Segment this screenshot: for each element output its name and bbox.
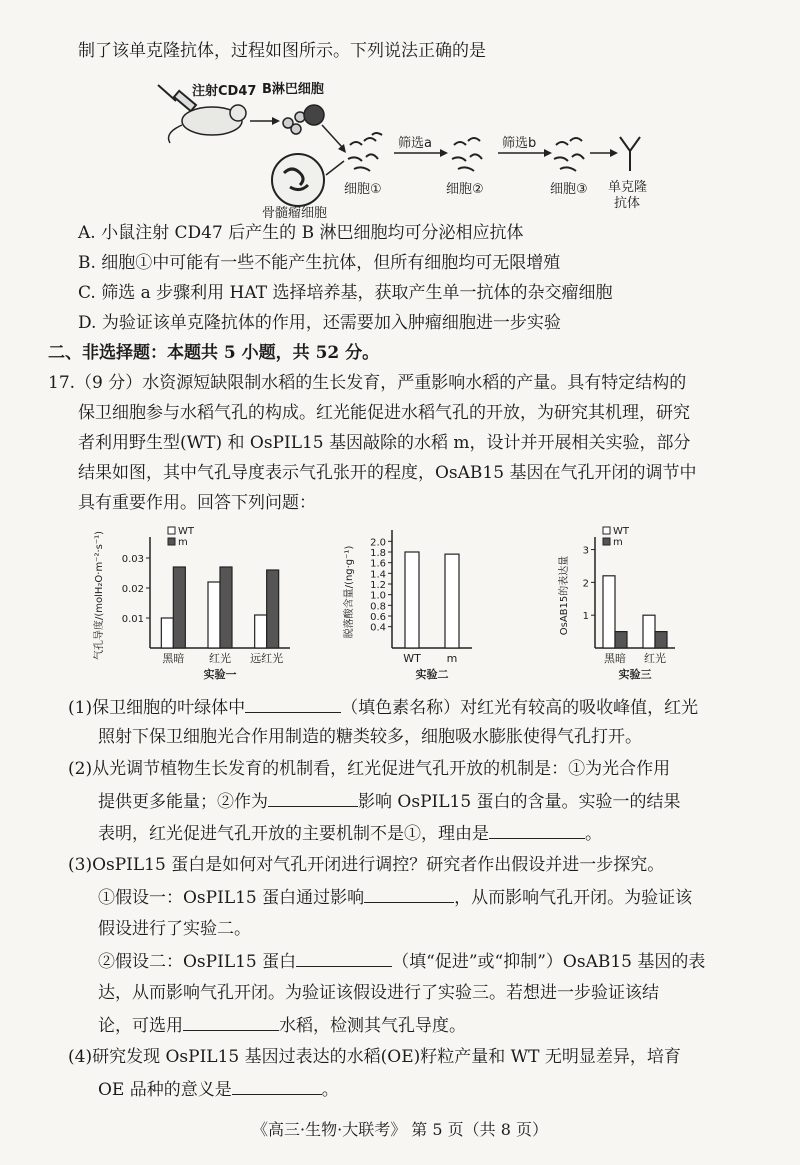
x-tick-label: WT — [403, 652, 421, 665]
bar-m-黑暗 — [615, 632, 627, 648]
chart-title: 实验二 — [415, 668, 449, 681]
section-heading: 二、非选择题：本题共 5 小题，共 52 分。 — [48, 343, 380, 363]
sub3-c: ，从而影响气孔开闭。为验证该 — [454, 888, 693, 908]
y-tick-label: 2 — [582, 578, 589, 590]
y-tick-label: 2.0 — [370, 537, 386, 549]
sub3-f: （填“促进”或“抑制”）OsAB15 基因的表 — [392, 952, 706, 972]
answer-blank-pigment[interactable] — [245, 696, 341, 713]
legend-swatch — [603, 527, 610, 534]
bar-m-黑暗 — [173, 567, 185, 648]
sub3-b: ①假设一：OsPIL15 蛋白通过影响 — [98, 888, 365, 908]
cell2-label: 细胞② — [446, 182, 484, 197]
y-tick-label: 1 — [582, 611, 589, 623]
bar-value-m — [445, 554, 459, 648]
sub3-line2 — [98, 886, 692, 909]
antibody-label-2: 抗体 — [614, 196, 641, 211]
sub3-a: (3)OsPIL15 蛋白是如何对气孔开闭进行调控？研究者作出假设并进一步探究。 — [68, 855, 665, 875]
x-tick-label: 黑暗 — [604, 652, 626, 665]
answer-blank-rice-type[interactable] — [183, 1014, 279, 1031]
q17-line1: 17.（9 分）水资源短缺限制水稻的生长发育，严重影响水稻的产量。具有特定结构的 — [48, 373, 687, 393]
screen-b-label: 筛选b — [502, 136, 537, 151]
sub3-line4 — [98, 950, 705, 973]
y-tick-label: 1.8 — [370, 548, 386, 559]
sub2-b: 提供更多能量；②作为 — [98, 792, 268, 812]
y-tick-label: 0.02 — [121, 584, 144, 595]
legend-swatch — [603, 538, 610, 545]
answer-blank-promote-inhibit[interactable] — [296, 950, 392, 967]
antibody-process-diagram — [150, 75, 680, 220]
legend-label: WT — [178, 526, 194, 537]
cell3-label: 细胞③ — [550, 182, 588, 197]
bar-WT-红光 — [643, 615, 655, 648]
sub3-h: 论，可选用 — [98, 1016, 183, 1036]
legend-swatch — [168, 538, 175, 545]
mouse-icon — [169, 105, 247, 143]
y-tick-label: 1.6 — [370, 558, 386, 570]
intro-line: 制了该单克隆抗体，过程如图所示。下列说法正确的是 — [78, 41, 486, 61]
option-d: D. 为验证该单克隆抗体的作用，还需要加入肿瘤细胞进一步实验 — [78, 313, 561, 333]
legend-label: m — [178, 537, 188, 548]
y-tick-label: 1.0 — [370, 590, 386, 602]
y-tick-label: 0.4 — [370, 622, 386, 634]
bar-WT-黑暗 — [603, 576, 615, 648]
x-tick-label: m — [446, 652, 458, 665]
syringe-icon — [158, 85, 196, 111]
y-tick-label: 1.2 — [370, 580, 386, 591]
y-tick-label: 0.01 — [121, 614, 144, 625]
sub1-b: （填色素名称）对红光有较高的吸收峰值，红光 — [341, 698, 699, 718]
sub3-line6 — [98, 1014, 466, 1037]
sub2-d: 表明，红光促进气孔开放的主要机制不是①，理由是 — [98, 824, 489, 844]
bar-m-红光 — [655, 632, 667, 648]
x-tick-label: 远红光 — [250, 652, 284, 665]
x-tick-label: 黑暗 — [162, 652, 185, 665]
option-a: A. 小鼠注射 CD47 后产生的 B 淋巴细胞均可分泌相应抗体 — [78, 223, 524, 243]
chart-experiment-2 — [340, 518, 490, 690]
x-tick-label: 红光 — [209, 652, 231, 665]
q17-line4: 结果如图，其中气孔导度表示气孔张开的程度，OsAB15 基因在气孔开闭的调节中 — [78, 463, 697, 483]
chart-title: 实验一 — [203, 668, 237, 681]
answer-blank-hypothesis1[interactable] — [364, 886, 454, 903]
y-tick-label: 0.6 — [370, 612, 386, 623]
bar-value-WT — [405, 552, 419, 648]
y-tick-label: 0.03 — [121, 554, 144, 565]
x-tick-label: 红光 — [644, 652, 666, 665]
bar-WT-红光 — [208, 582, 220, 648]
sub1-c: 照射下保卫细胞光合作用制造的糖类较多，细胞吸水膨胀使得气孔打开。 — [98, 727, 642, 747]
sub4-a: (4)研究发现 OsPIL15 基因过表达的水稻(OE)籽粒产量和 WT 无明显差异，培育 — [68, 1047, 681, 1067]
q17-line3: 者利用野生型(WT) 和 OsPIL15 基因敲除的水稻 m，设计并开展相关实验，部分 — [78, 433, 691, 453]
bar-m-红光 — [220, 567, 232, 648]
cell-cluster-2 — [452, 138, 482, 171]
sub2-line2 — [98, 790, 681, 813]
y-axis-label: 气孔导度/(molH₂O·m⁻²·s⁻¹) — [94, 530, 105, 661]
option-c: C. 筛选 a 步骤利用 HAT 选择培养基，获取产生单一抗体的杂交瘤细胞 — [78, 283, 613, 303]
chart-experiment-3 — [555, 520, 705, 690]
sub2-e: 。 — [585, 824, 602, 844]
cell-cluster-1 — [348, 133, 382, 171]
myeloma-cells — [272, 154, 324, 206]
antibody-icon — [620, 137, 640, 171]
sub3-d: 假设进行了实验二。 — [98, 919, 251, 939]
q17-line2: 保卫细胞参与水稻气孔的构成。红光能促进水稻气孔的开放，为研究其机理，研究 — [78, 403, 690, 423]
option-b: B. 细胞①中可能有一些不能产生抗体，但所有细胞均可无限增殖 — [78, 253, 561, 273]
sub4-line2 — [98, 1078, 339, 1101]
sub4-b: OE 品种的意义是 — [98, 1080, 232, 1100]
chart-title: 实验三 — [618, 668, 652, 681]
sub1-line1 — [68, 696, 698, 719]
sub2-c: 影响 OsPIL15 蛋白的含量。实验一的结果 — [358, 792, 681, 812]
inject-label: 注射CD47 — [192, 84, 257, 99]
cell1-label: 细胞① — [344, 182, 382, 197]
sub3-i: 水稻，检测其气孔导度。 — [279, 1016, 466, 1036]
sub4-c: 。 — [321, 1080, 339, 1100]
sub3-g: 达，从而影响气孔开闭。为验证该假设进行了实验三。若想进一步验证该结 — [98, 983, 659, 1003]
sub2-a: (2)从光调节植物生长发育的机制看，红光促进气孔开放的机制是：①为光合作用 — [68, 759, 671, 779]
chart-experiment-1 — [88, 520, 303, 690]
b-cell-label: B淋巴细胞 — [262, 82, 324, 97]
legend-label: m — [613, 537, 623, 548]
sub2-line3 — [98, 822, 602, 845]
myeloma-label: 骨髓瘤细胞 — [262, 206, 328, 220]
page-footer: 《高三·生物·大联考》 第 5 页（共 8 页） — [252, 1120, 548, 1139]
screen-a-label: 筛选a — [398, 136, 432, 151]
y-axis-label: 脱落酸含量/(ng·g⁻¹) — [344, 545, 355, 639]
legend-swatch — [168, 527, 175, 534]
b-lymphocyte-cells — [283, 105, 324, 134]
answer-blank-significance[interactable] — [232, 1078, 322, 1095]
y-tick-label: 0.8 — [370, 601, 386, 613]
y-axis-label: OsAB15的表达量 — [559, 555, 570, 636]
sub1-a: (1)保卫细胞的叶绿体中 — [68, 698, 246, 718]
y-tick-label: 1.4 — [370, 569, 386, 581]
answer-blank-signal[interactable] — [268, 790, 358, 807]
bar-WT-黑暗 — [161, 618, 173, 648]
antibody-label-1: 单克隆 — [608, 180, 648, 195]
bar-m-远红光 — [267, 570, 279, 648]
y-tick-label: 3 — [582, 545, 589, 557]
sub3-e: ②假设二：OsPIL15 蛋白 — [98, 952, 297, 972]
legend-label: WT — [613, 526, 629, 537]
answer-blank-reason[interactable] — [489, 822, 585, 839]
bar-WT-远红光 — [255, 615, 267, 648]
cell-cluster-3 — [554, 138, 584, 171]
q17-line5: 具有重要作用。回答下列问题： — [78, 493, 316, 513]
